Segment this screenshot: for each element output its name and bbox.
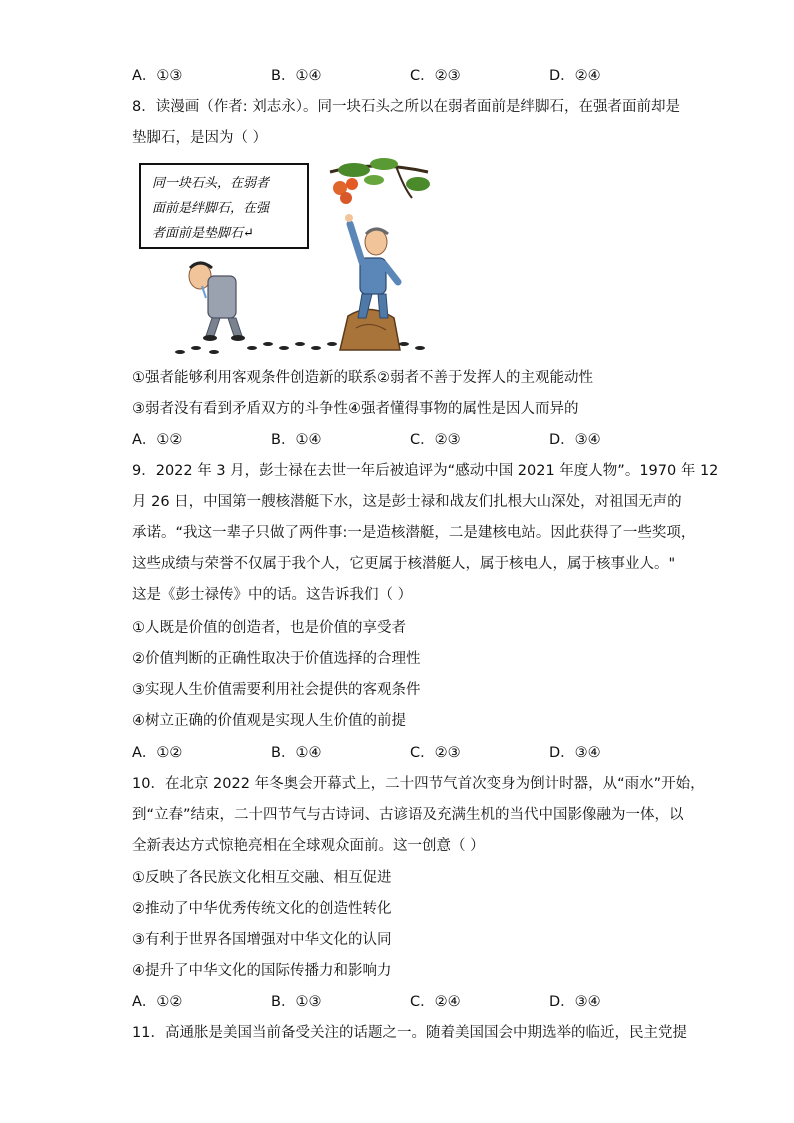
q8-option-c: C．②③ xyxy=(410,432,461,448)
q10-option-d: D．③④ xyxy=(549,994,601,1010)
q8-statement-line-1: ①强者能够利用客观条件创造新的联系②弱者不善于发挥人的主观能动性 xyxy=(132,370,593,386)
q8-statement-line-2: ③弱者没有看到矛盾双方的斗争性④强者懂得事物的属性是因人而异的 xyxy=(132,401,579,417)
q10-statement-3: ③有利于世界各国增强对中华文化的认同 xyxy=(132,932,392,948)
q10-statement-2: ②推动了中华优秀传统文化的创造性转化 xyxy=(132,901,392,917)
q9-stem-line-5: 这是《彭士禄传》中的话。这告诉我们（ ） xyxy=(132,587,413,603)
q9-option-c: C．②③ xyxy=(410,745,461,761)
q9-stem-line-1: 9．2022 年 3 月，彭士禄在去世一年后被追评为“感动中国 2021 年度人物”。1970 年 12 xyxy=(132,463,719,479)
q8-stem-line-1: 8．读漫画（作者: 刘志永）。同一块石头之所以在弱者面前是绊脚石，在强者面前却是 xyxy=(132,99,680,115)
q7-option-c: C．②③ xyxy=(410,68,461,84)
q10-stem-line-2: 到“立春”结束，二十四节气与古诗词、古谚语及充满生机的当代中国影像融为一体，以 xyxy=(132,807,684,823)
q7-option-d: D．②④ xyxy=(549,68,601,84)
cartoon-image xyxy=(134,158,430,356)
q10-option-c: C．②④ xyxy=(410,994,461,1010)
q10-stem-line-1: 10．在北京 2022 年冬奥会开幕式上，二十四节气首次变身为倒计时器，从“雨水”开始， xyxy=(132,776,705,792)
cartoon-caption-line-3: 者面前是垫脚石↵ xyxy=(152,226,254,241)
q10-statement-4: ④提升了中华文化的国际传播力和影响力 xyxy=(132,963,392,979)
weak-person-illustration xyxy=(189,263,245,341)
cartoon-caption-line-2: 面前是绊脚石，在强 xyxy=(152,201,270,216)
q9-statement-3: ③实现人生价值需要利用社会提供的客观条件 xyxy=(132,682,421,698)
q8-option-b: B．①④ xyxy=(271,432,322,448)
q8-option-a: A．①② xyxy=(132,432,183,448)
q10-option-a: A．①② xyxy=(132,994,183,1010)
q9-option-a: A．①② xyxy=(132,745,183,761)
q10-stem-line-3: 全新表达方式惊艳亮相在全球观众面前。这一创意（ ） xyxy=(132,838,485,854)
q9-statement-2: ②价值判断的正确性取决于价值选择的合理性 xyxy=(132,651,421,667)
q8-stem-line-2: 垫脚石，是因为（ ） xyxy=(132,130,268,146)
q8-option-d: D．③④ xyxy=(549,432,601,448)
q7-option-a: A．①③ xyxy=(132,68,183,84)
q9-stem-line-4: 这些成绩与荣誉不仅属于我个人，它更属于核潜艇人，属于核电人，属于核事业人。" xyxy=(132,556,676,572)
q10-statement-1: ①反映了各民族文化相互交融、相互促进 xyxy=(132,870,392,886)
q9-statement-4: ④树立正确的价值观是实现人生价值的前提 xyxy=(132,713,406,729)
q9-option-b: B．①④ xyxy=(271,745,322,761)
q9-stem-line-2: 月 26 日，中国第一艘核潜艇下水，这是彭士禄和战友们扎根大山深处，对祖国无声的 xyxy=(132,494,682,510)
q9-option-d: D．③④ xyxy=(549,745,601,761)
strong-person-illustration xyxy=(340,214,400,350)
q10-option-b: B．①③ xyxy=(271,994,322,1010)
q11-stem-line-1: 11．高通胀是美国当前备受关注的话题之一。随着美国国会中期选举的临近，民主党提 xyxy=(132,1025,687,1041)
q9-statement-1: ①人既是价值的创造者，也是价值的享受者 xyxy=(132,620,406,636)
q9-stem-line-3: 承诺。“我这一辈子只做了两件事:一是造核潜艇，二是建核电站。因此获得了一些奖项， xyxy=(132,525,696,541)
tree-branch-illustration xyxy=(330,158,430,204)
q7-option-b: B．①④ xyxy=(271,68,322,84)
cartoon-caption-line-1: 同一块石头，在弱者 xyxy=(152,176,270,191)
